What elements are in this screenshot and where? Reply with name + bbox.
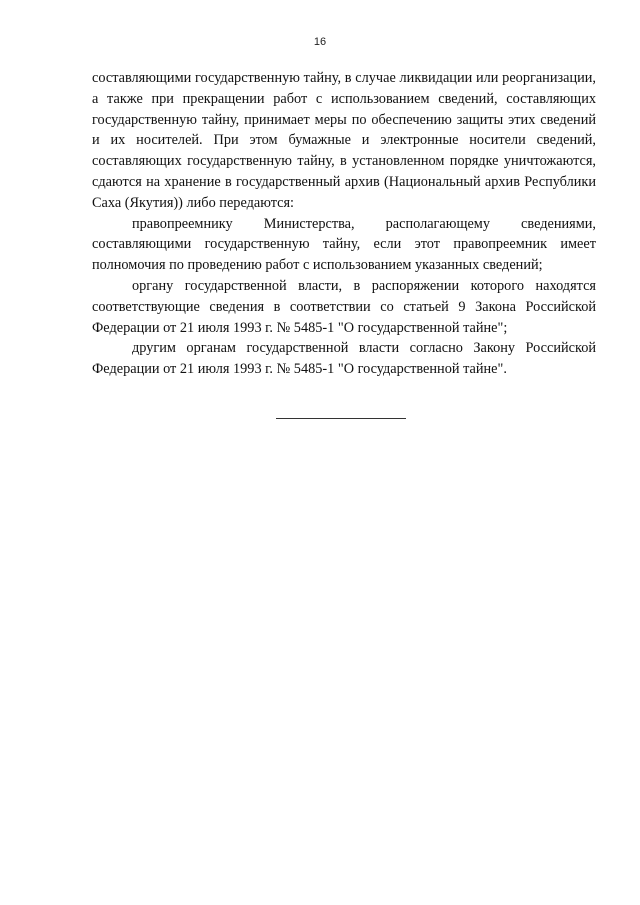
paragraph-item-state-authority: органу государственной власти, в распоряжении которого находятся соответствующие сведения в соответствии со статьей 9 Закона Российской Федерации от 21 июля 1993 г. № 5485-1 "О государственной тайне";	[92, 277, 596, 336]
paragraph-item-successor: правопреемнику Министерства, располагающему сведениями, составляющими государственную тайну, если этот правопреемник имеет полномочия по проведению работ с использованием указанных сведений;	[92, 215, 596, 274]
end-of-document-rule	[276, 418, 406, 419]
document-body	[92, 68, 596, 380]
page-number: 16	[313, 36, 327, 48]
paragraph-item-other-authorities: другим органам государственной власти согласно Закону Российской Федерации от 21 июля 1993 г. № 5485-1 "О государственной тайне".	[92, 340, 596, 378]
paragraph-continuation: составляющими государственную тайну, в случае ликвидации или реорганизации, а также при прекращении работ с использованием сведений, составляющих государственную тайну, принимает меры по обеспечению защиты этих сведений и их носителей. При этом бумажные и электронные носители сведений, составляющих государственную тайну, в установленном порядке уничтожаются, сдаются на хранение в государственный архив (Национальный архив Республики Саха (Якутия)) либо передаются:	[92, 70, 596, 211]
